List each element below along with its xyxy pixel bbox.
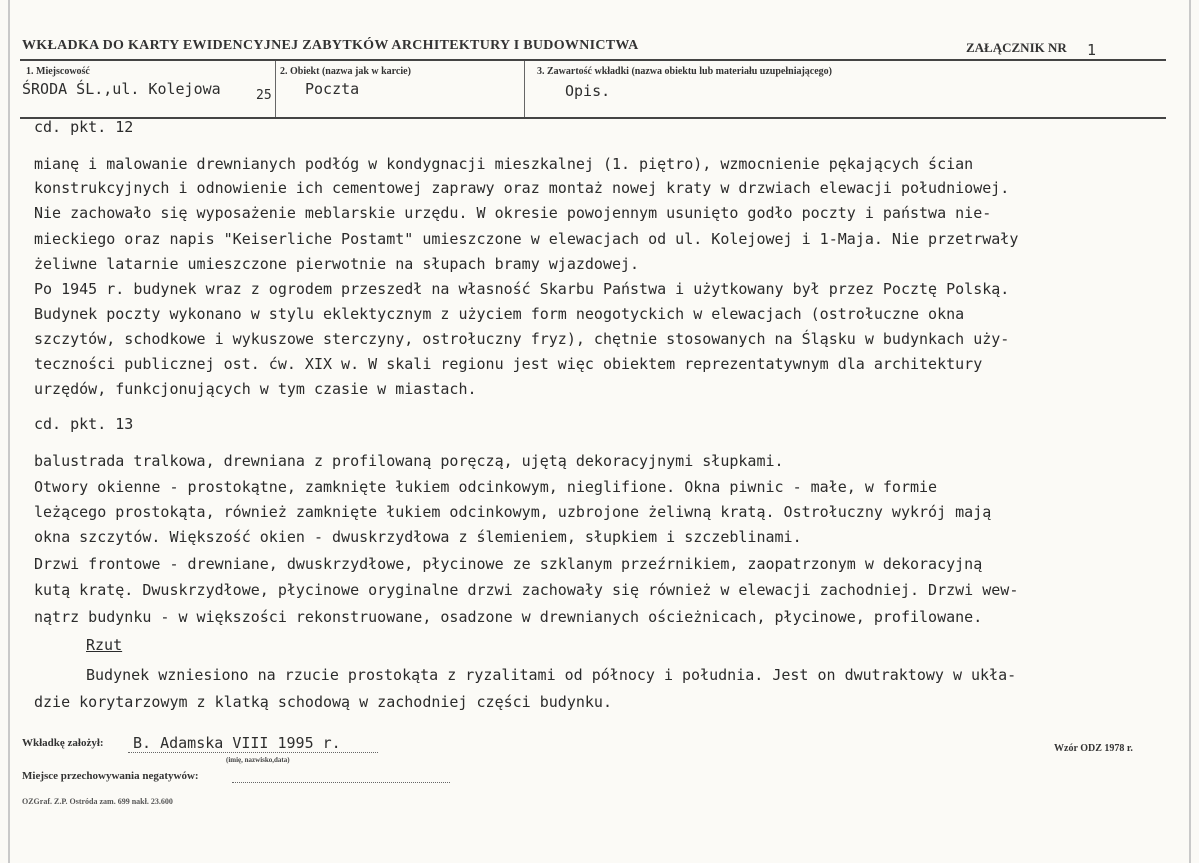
storage-label: Miejsce przechowywania negatywów: [22, 770, 199, 782]
body-line: balustrada tralkowa, drewniana z profilowaną poręczą, ujętą dekoracyjnymi słupkami. [34, 452, 784, 470]
storage-line [232, 782, 450, 783]
printer-imprint: OZGraf. Z.P. Ostróda zam. 699 nakł. 23.600 [22, 797, 173, 806]
body-line: teczności publicznej ost. ćw. XIX w. W skali regionu jest więc obiektem reprezentatywnym dla architektury [34, 355, 983, 373]
body-line: kutą kratę. Dwuskrzydłowe, płycinowe oryginalne drzwi zachowały się również w elewacji zachodniej. Drzwi wew- [34, 581, 1019, 599]
body-line: nątrz budynku - w większości rekonstruowane, osadzone w drewnianych ościeżnicach, płycinowe, profilowane. [34, 608, 983, 626]
body-line: mianę i malowanie drewnianych podłóg w kondygnacji mieszkalnej (1. piętro), wzmocnienie pękających ścian [34, 155, 974, 173]
body-line: leżącego prostokąta, również zamknięte łukiem odcinkowym, uzbrojone żeliwną kratą. Ostrołuczny wykrój mają [34, 503, 992, 521]
body-line: Budynek wzniesiono na rzucie prostokąta z ryzalitami od północy i południa. Jest on dwutraktowy w ukła- [86, 666, 1017, 684]
author-value: B. Adamska VIII 1995 r. [133, 734, 341, 752]
header-rule [20, 59, 1166, 61]
body-line: Nie zachowało się wyposażenie meblarskie urzędu. W okresie powojennym usunięto godło poczty i państwa nie- [34, 204, 992, 222]
location-number: 25 [256, 88, 272, 103]
annex-number: 1 [1087, 41, 1097, 59]
body-line: urzędów, funkcjonujących w tym czasie w miastach. [34, 380, 477, 398]
location-label: 1. Miejscowość [26, 66, 90, 77]
section-heading-12: cd. pkt. 12 [34, 118, 134, 136]
object-value: Poczta [305, 80, 360, 98]
author-sublabel: (imię, nazwisko,data) [226, 756, 290, 764]
location-value: ŚRODA ŚL.,ul. Kolejowa [22, 80, 221, 98]
field-divider-1 [275, 61, 276, 117]
field-divider-2 [524, 61, 525, 117]
content-label: 3. Zawartość wkładki (nazwa obiektu lub materiału uzupełniającego) [537, 66, 833, 77]
object-label: 2. Obiekt (nazwa jak w karcie) [280, 66, 411, 77]
body-line: mieckiego oraz napis "Keiserliche Postamt" umieszczone w elewacjach od ul. Kolejowej i 1-Maja. Nie przetrwały [34, 230, 1019, 248]
author-label: Wkładkę założył: [22, 737, 104, 749]
body-line: Budynek poczty wykonano w stylu eklektycznym z użyciem form neogotyckich w elewacjach (ostrołuczne okna [34, 305, 965, 323]
body-line: okna szczytów. Większość okien - dwuskrzydłowa z ślemieniem, słupkiem i szczeblinami. [34, 528, 802, 546]
form-title: WKŁADKA DO KARTY EWIDENCYJNEJ ZABYTKÓW ARCHITEKTURY I BUDOWNICTWA [22, 38, 639, 53]
author-line [128, 752, 378, 753]
annex-label: ZAŁĄCZNIK NR [966, 40, 1067, 55]
body-line: szczytów, schodkowe i wykuszowe sterczyny, ostrołuczny fryz), chętnie stosowanych na Śląsku w budynkach uży- [34, 330, 1010, 348]
card-left-edge [8, 0, 10, 863]
body-line: żeliwne latarnie umieszczone pierwotnie na słupach bramy wjazdowej. [34, 255, 640, 273]
section-heading-13: cd. pkt. 13 [34, 415, 134, 433]
form-code: Wzór ODZ 1978 r. [1054, 743, 1133, 754]
content-value: Opis. [565, 82, 611, 100]
subheading-rzut: Rzut [86, 636, 123, 654]
fields-rule [20, 117, 1166, 119]
body-line: Drzwi frontowe - drewniane, dwuskrzydłowe, płycinowe ze szklanym przeźrnikiem, zaopatrzonym w dekoracyjną [34, 555, 983, 573]
body-line: Po 1945 r. budynek wraz z ogrodem przeszedł na własność Skarbu Państwa i użytkowany był przez Pocztę Polską. [34, 280, 1010, 298]
card-right-edge [1189, 0, 1191, 863]
body-line: dzie korytarzowym z klatką schodową w zachodniej części budynku. [34, 693, 612, 711]
body-line: Otwory okienne - prostokątne, zamknięte łukiem odcinkowym, nieglifione. Okna piwnic - małe, w formie [34, 478, 938, 496]
body-line: konstrukcyjnych i odnowienie ich cementowej zaprawy oraz montaż nowej kraty w drzwiach elewacji południowej. [34, 179, 1010, 197]
